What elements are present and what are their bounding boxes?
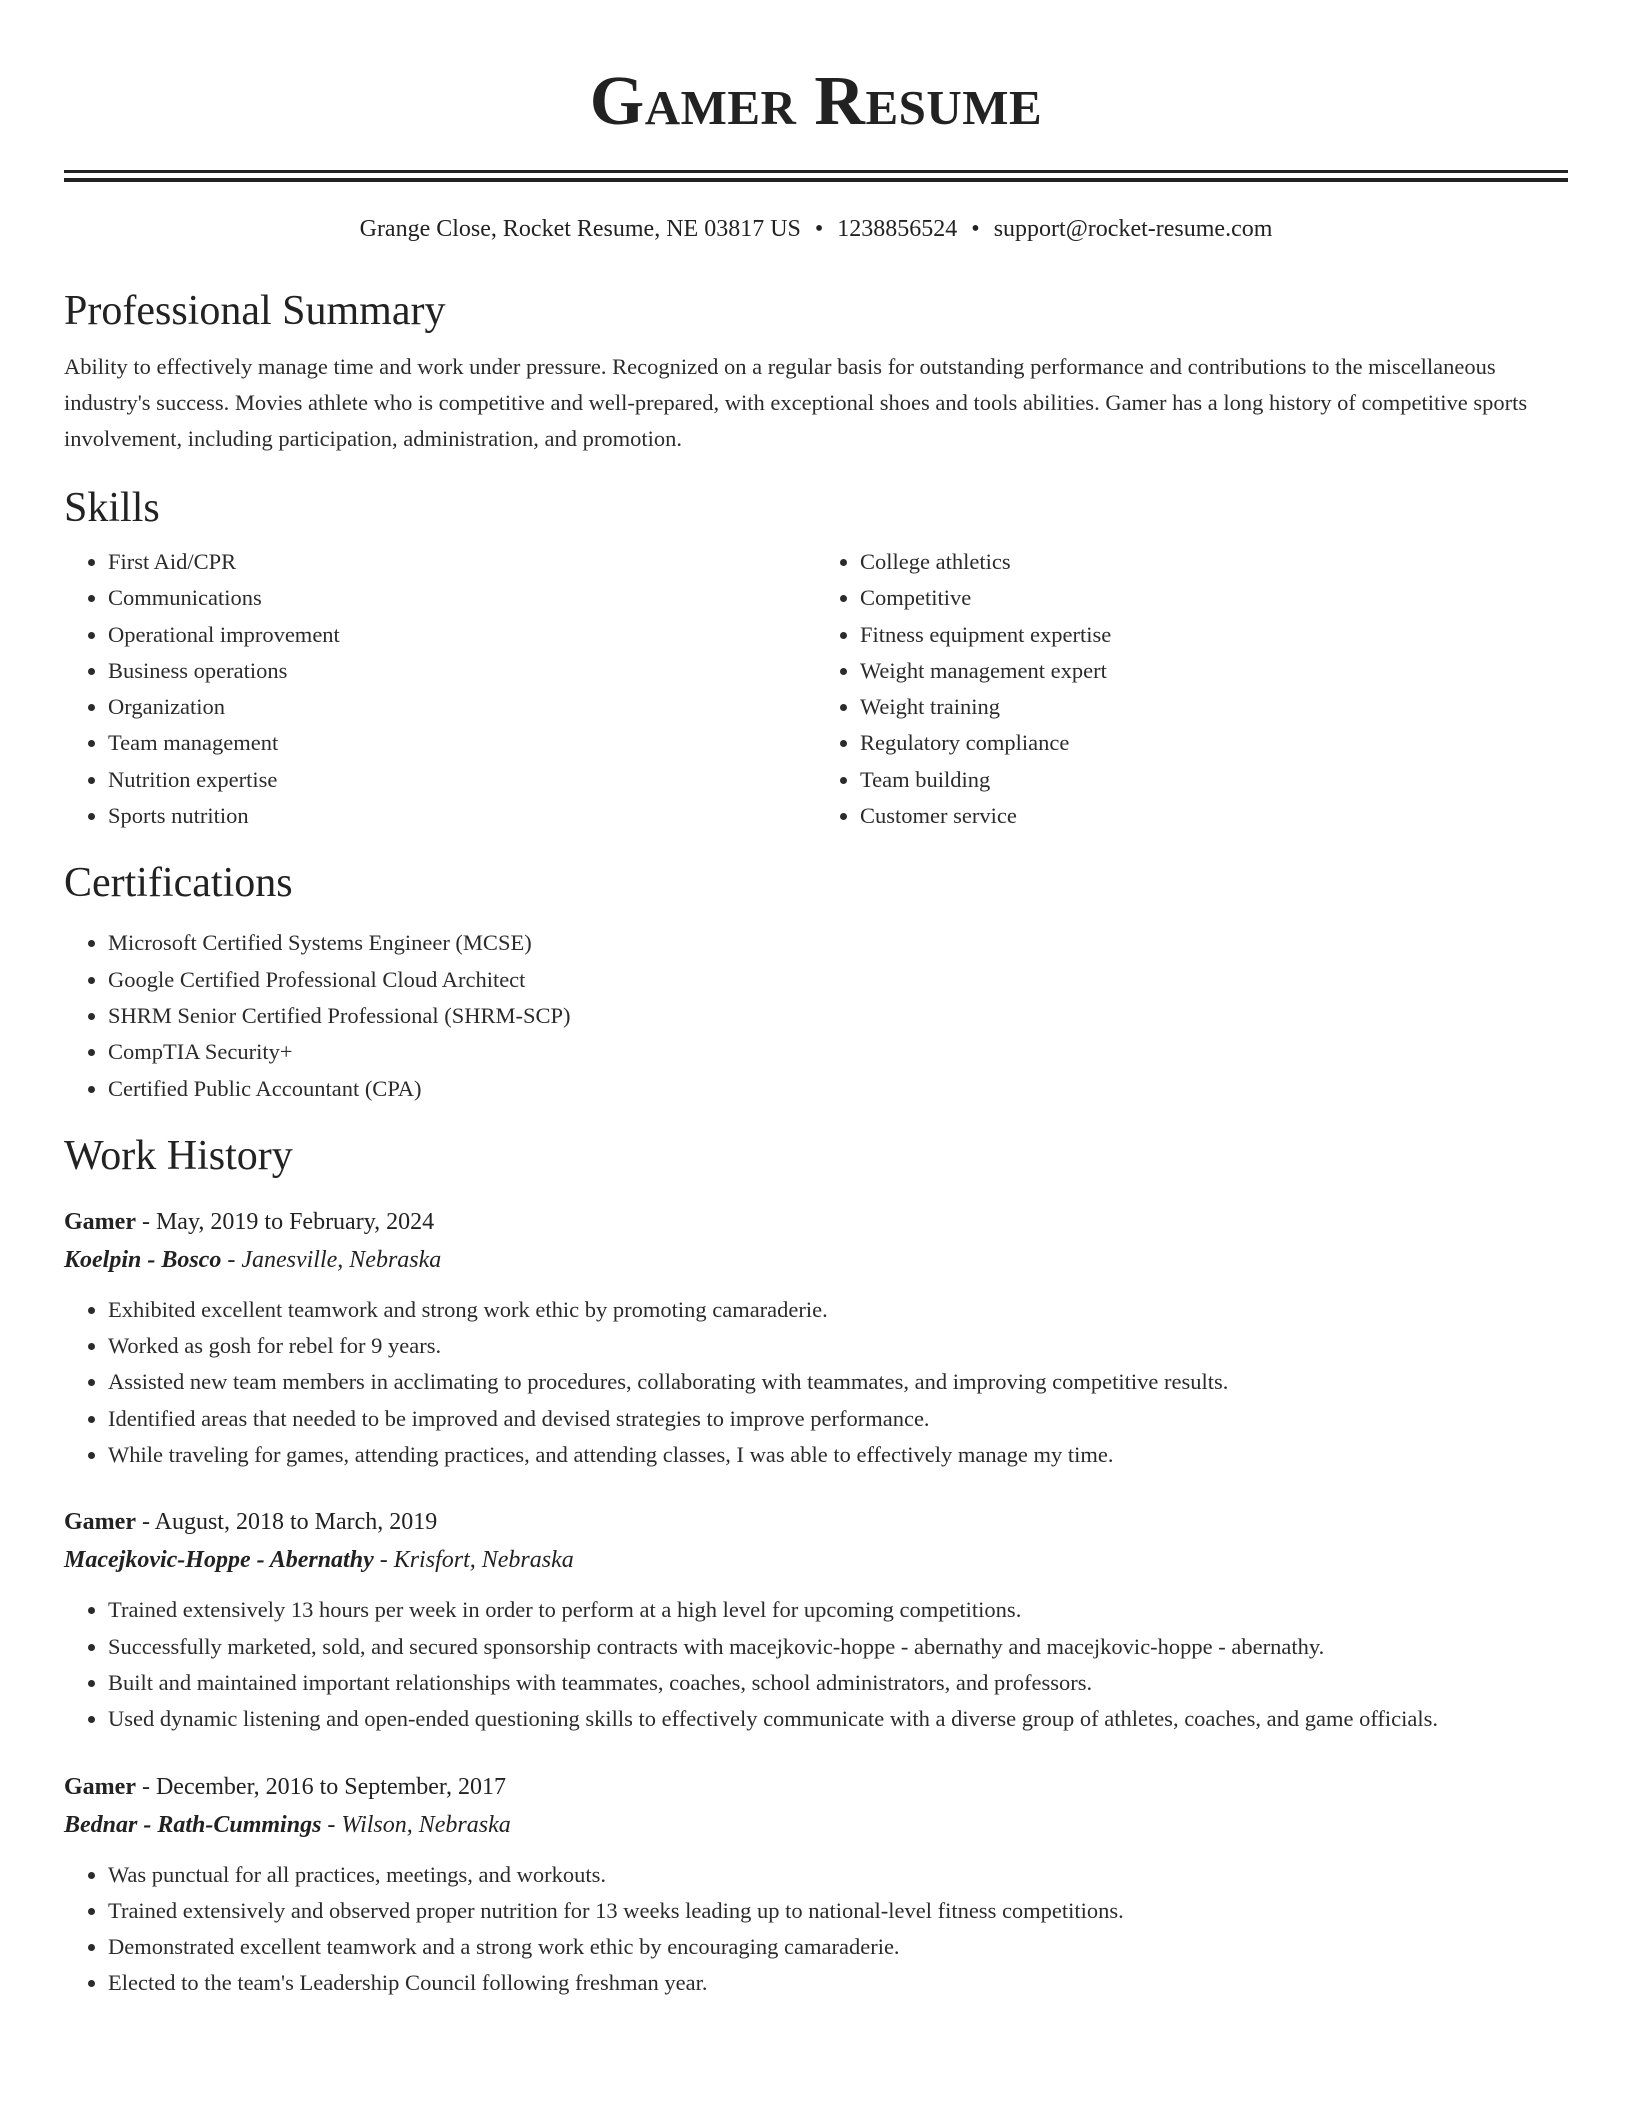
job-bullet: • Trained extensively 13 hours per week in order to perform at a high level for upcoming competitions. — [108, 1592, 1568, 1628]
job-entry — [64, 1203, 1568, 1473]
job-title-line — [64, 1203, 1568, 1241]
contact-email: support@rocket-resume.com — [993, 216, 1273, 242]
certification-item: • SHRM Senior Certified Professional (SHRM-SCP) — [108, 998, 1568, 1034]
skills-list-left — [64, 544, 816, 834]
job-bullet: • Worked as gosh for rebel for 9 years. — [108, 1328, 1568, 1364]
job-location: - Krisfort, Nebraska — [373, 1547, 574, 1574]
job-company: Koelpin - Bosco — [64, 1246, 222, 1273]
job-company-line — [64, 1541, 1568, 1579]
job-company-line — [64, 1241, 1568, 1279]
summary-text: Ability to effectively manage time and work under pressure. Recognized on a regular basis for outstanding performance and contributions to the miscellaneous industry's success. Movies athlete who is competitive and well-prepared, with exceptional shoes and tools abilities. Gamer has a long history of competitive sports involvement, including participation, administration, and promotion. — [64, 354, 1528, 451]
skill-item: • Team building — [860, 762, 1568, 798]
contact-separator: • — [971, 216, 980, 242]
resume-page — [64, 0, 1568, 2002]
job-title: Gamer — [64, 1773, 136, 1800]
certifications-list — [64, 925, 1568, 1106]
skill-item: • Sports nutrition — [108, 798, 816, 834]
job-title: Gamer — [64, 1208, 136, 1235]
skills-heading: Skills — [64, 485, 160, 531]
skill-item: • Regulatory compliance — [860, 725, 1568, 761]
summary-heading: Professional Summary — [64, 288, 446, 334]
job-company-line — [64, 1806, 1568, 1844]
skill-item: • Team management — [108, 725, 816, 761]
certification-item: • Certified Public Accountant (CPA) — [108, 1071, 1568, 1107]
title-divider-top — [64, 170, 1568, 173]
job-bullet: • Trained extensively and observed proper nutrition for 13 weeks leading up to national-level fitness competitions. — [108, 1893, 1568, 1929]
contact-address: Grange Close, Rocket Resume, NE 03817 US — [359, 216, 801, 242]
job-entry — [64, 1768, 1568, 2002]
job-bullet: • Identified areas that needed to be improved and devised strategies to improve performance. — [108, 1401, 1568, 1437]
job-bullet: • Built and maintained important relationships with teammates, coaches, school administrators, and professors. — [108, 1665, 1568, 1701]
job-company: Macejkovic-Hoppe - Abernathy — [64, 1547, 374, 1574]
work-history-heading: Work History — [64, 1132, 293, 1179]
job-bullets — [64, 1857, 1568, 2002]
job-bullet: • Assisted new team members in acclimating to procedures, collaborating with teammates, and improving competitive results. — [108, 1364, 1568, 1400]
resume-title: Gamer Resume — [589, 63, 1043, 140]
skill-item: • Weight management expert — [860, 653, 1568, 689]
job-bullet: • Used dynamic listening and open-ended questioning skills to effectively communicate with a diverse group of athletes, coaches, and game officials. — [108, 1701, 1568, 1737]
skill-item: • Nutrition expertise — [108, 762, 816, 798]
skill-item: • Organization — [108, 689, 816, 725]
job-bullet: • Elected to the team's Leadership Council following freshman year. — [108, 1965, 1568, 2001]
certification-item: • Microsoft Certified Systems Engineer (MCSE) — [108, 925, 1568, 961]
contact-line — [64, 214, 1568, 244]
skill-item: • Customer service — [860, 798, 1568, 834]
certification-item: • Google Certified Professional Cloud Architect — [108, 962, 1568, 998]
skill-item: • Communications — [108, 580, 816, 616]
job-bullet: • Was punctual for all practices, meetings, and workouts. — [108, 1857, 1568, 1893]
skills-list-right — [816, 544, 1568, 834]
skill-item: • College athletics — [860, 544, 1568, 580]
job-location: - Wilson, Nebraska — [321, 1811, 511, 1838]
job-dates: - August, 2018 to March, 2019 — [135, 1509, 438, 1536]
title-divider-bottom — [64, 178, 1568, 182]
contact-phone: 1238856524 — [837, 216, 958, 242]
skills-columns — [64, 544, 1568, 834]
job-bullet: • Successfully marketed, sold, and secured sponsorship contracts with macejkovic-hoppe - abernathy and macejkovic-hoppe - abernathy. — [108, 1629, 1568, 1665]
skill-item: • Weight training — [860, 689, 1568, 725]
skill-item: • First Aid/CPR — [108, 544, 816, 580]
skill-item: • Fitness equipment expertise — [860, 617, 1568, 653]
skill-item: • Business operations — [108, 653, 816, 689]
skill-item: • Competitive — [860, 580, 1568, 616]
job-location: - Janesville, Nebraska — [221, 1246, 442, 1273]
job-entry — [64, 1503, 1568, 1737]
skill-item: • Operational improvement — [108, 617, 816, 653]
job-dates: - December, 2016 to September, 2017 — [135, 1773, 506, 1800]
job-dates: - May, 2019 to February, 2024 — [135, 1208, 435, 1235]
job-bullet: • Demonstrated excellent teamwork and a strong work ethic by encouraging camaraderie. — [108, 1929, 1568, 1965]
certification-item: • CompTIA Security+ — [108, 1034, 1568, 1070]
job-bullet: • While traveling for games, attending practices, and attending classes, I was able to effectively manage my time. — [108, 1437, 1568, 1473]
job-company: Bednar - Rath-Cummings — [64, 1811, 322, 1838]
job-bullet: • Exhibited excellent teamwork and strong work ethic by promoting camaraderie. — [108, 1292, 1568, 1328]
job-bullets — [64, 1292, 1568, 1473]
job-title-line — [64, 1503, 1568, 1541]
certifications-heading: Certifications — [64, 860, 293, 907]
job-bullets — [64, 1592, 1568, 1737]
contact-separator: • — [814, 216, 824, 242]
job-title: Gamer — [64, 1509, 136, 1536]
job-title-line — [64, 1768, 1568, 1806]
